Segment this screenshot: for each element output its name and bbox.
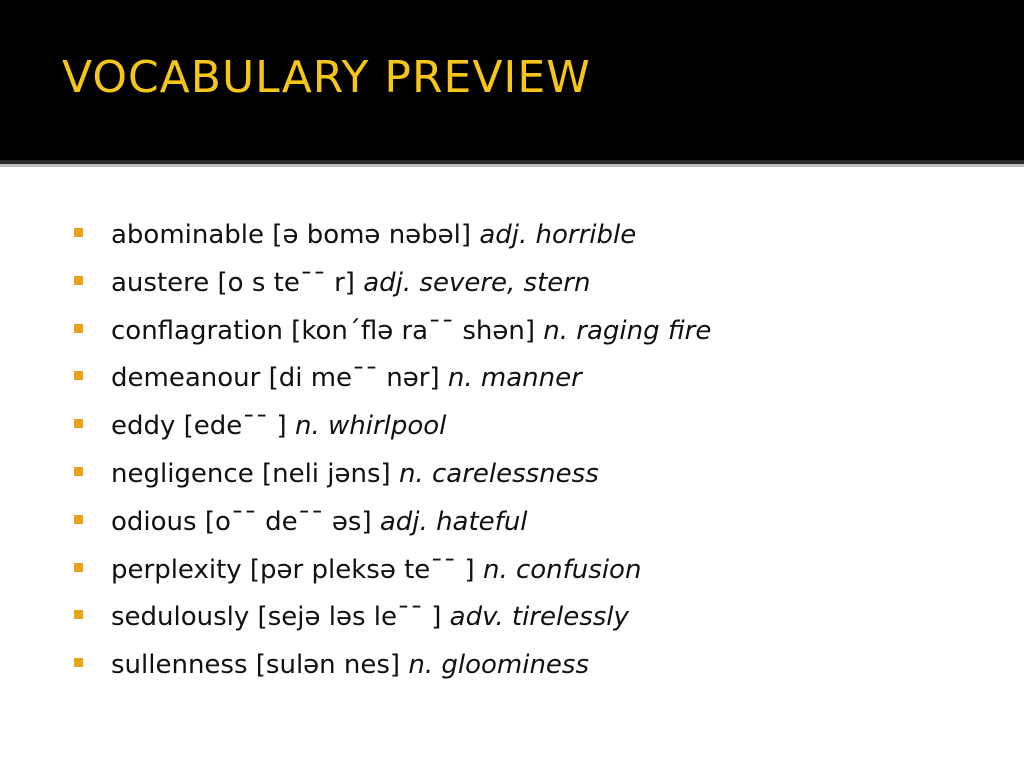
- vocab-term: conflagration [kon´flə ra¯¯ shən]: [111, 315, 536, 346]
- vocab-term: abominable [ə bomə nəbəl]: [111, 220, 472, 250]
- header-divider-light: [0, 164, 1024, 167]
- square-bullet-icon: [74, 467, 83, 476]
- list-item: [74, 355, 994, 403]
- vocab-definition: n. raging fire: [543, 315, 712, 346]
- vocab-definition: n. manner: [447, 363, 582, 394]
- square-bullet-icon: [74, 324, 83, 333]
- list-item: [74, 642, 994, 690]
- list-item: [74, 403, 994, 451]
- vocab-term: negligence [neli jəns]: [111, 458, 391, 489]
- list-item: [74, 260, 994, 308]
- vocab-definition: n. whirlpool: [294, 411, 447, 442]
- list-item: [74, 451, 994, 499]
- square-bullet-icon: [74, 228, 83, 237]
- vocab-term: eddy [ede¯¯ ]: [111, 411, 287, 442]
- square-bullet-icon: [74, 658, 83, 667]
- list-item: [74, 499, 994, 547]
- square-bullet-icon: [74, 276, 83, 285]
- vocab-term: sedulously [sejə ləs le¯¯ ]: [111, 602, 442, 633]
- slide-header: [0, 0, 1024, 160]
- vocab-term: demeanour [di me¯¯ nər]: [111, 363, 440, 394]
- square-bullet-icon: [74, 610, 83, 619]
- list-item: [74, 308, 994, 356]
- vocab-definition: adj. horrible: [479, 220, 637, 250]
- square-bullet-icon: [74, 563, 83, 572]
- square-bullet-icon: [74, 371, 83, 380]
- slide-title: VOCABULARY PREVIEW: [62, 52, 591, 103]
- square-bullet-icon: [74, 419, 83, 428]
- vocab-definition: n. carelessness: [398, 458, 599, 489]
- vocab-term: austere [o s te¯¯ r]: [111, 267, 355, 298]
- vocab-term: odious [o¯¯ de¯¯ əs]: [111, 506, 372, 537]
- vocab-definition: n. confusion: [482, 554, 642, 585]
- vocab-term: sullenness [sulən nes]: [111, 650, 401, 681]
- vocab-definition: adj. hateful: [379, 506, 528, 537]
- vocab-definition: adj. severe, stern: [363, 267, 591, 298]
- list-item: [74, 547, 994, 595]
- vocabulary-list: [74, 212, 994, 690]
- vocab-definition: adv. tirelessly: [449, 602, 629, 633]
- list-item: [74, 212, 994, 260]
- list-item: [74, 594, 994, 642]
- vocab-term: perplexity [pər pleksə te¯¯ ]: [111, 554, 475, 585]
- square-bullet-icon: [74, 515, 83, 524]
- vocab-definition: n. gloominess: [408, 650, 590, 681]
